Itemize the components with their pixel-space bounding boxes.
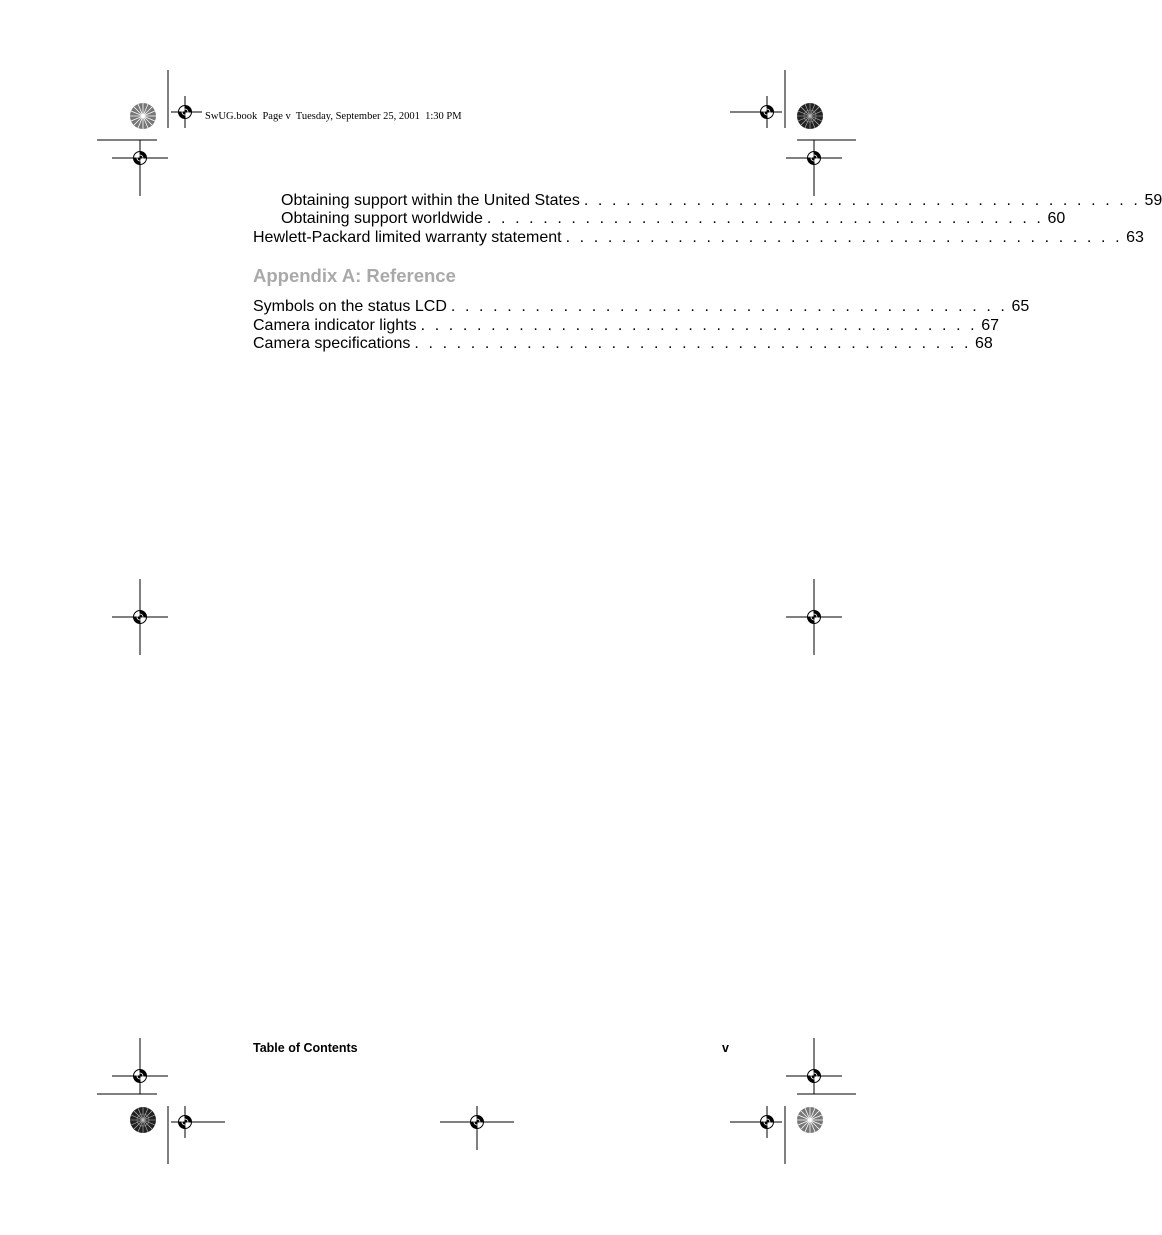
dot-leader: . . . . . . . . . . . . . . . . . . . . . . . . . . . . . . . . . . . . . . . .	[565, 229, 1123, 246]
toc-entry-page: 59	[1144, 192, 1162, 209]
toc-entry-title: Hewlett-Packard limited warranty statement	[253, 229, 562, 246]
book-slug-line: SwUG.book Page v Tuesday, September 25, 2001 1:30 PM	[205, 111, 462, 122]
footer-section-title: Table of Contents	[253, 1041, 358, 1055]
dot-leader: . . . . . . . . . . . . . . . . . . . . . . . . . . . . . . . . . . . . . . . .	[583, 192, 1141, 209]
toc-entry-title: Symbols on the status LCD	[253, 298, 447, 315]
toc-entry[interactable]	[253, 229, 1144, 248]
toc-entry[interactable]	[253, 317, 1000, 336]
dot-leader: . . . . . . . . . . . . . . . . . . . . . . . . . . . . . . . . . . . . . . . .	[486, 210, 1044, 227]
toc-entry[interactable]	[281, 210, 1066, 229]
toc-entry-page: 63	[1126, 229, 1144, 246]
toc-entry-page: 65	[1011, 298, 1030, 315]
dot-leader: . . . . . . . . . . . . . . . . . . . . . . . . . . . . . . . . . . . . . . . .	[450, 298, 1008, 315]
toc-entry-title: Obtaining support within the United States	[281, 192, 580, 209]
toc-entry-title: Camera indicator lights	[253, 317, 417, 334]
footer-page-number: v	[722, 1041, 729, 1055]
toc-entry[interactable]	[281, 192, 1162, 211]
toc-entry-page: 60	[1047, 210, 1066, 227]
dot-leader: . . . . . . . . . . . . . . . . . . . . . . . . . . . . . . . . . . . . . . . .	[420, 317, 978, 334]
toc-entry[interactable]	[253, 335, 993, 354]
toc-entry-page: 67	[981, 317, 1000, 334]
toc-entry-page: 68	[975, 335, 993, 352]
toc-entry[interactable]	[253, 298, 1030, 317]
appendix-heading: Appendix A: Reference	[253, 265, 456, 286]
toc-entry-title: Camera specifications	[253, 335, 411, 352]
dot-leader: . . . . . . . . . . . . . . . . . . . . . . . . . . . . . . . . . . . . . . . .	[414, 335, 971, 352]
toc-entry-title: Obtaining support worldwide	[281, 210, 483, 227]
